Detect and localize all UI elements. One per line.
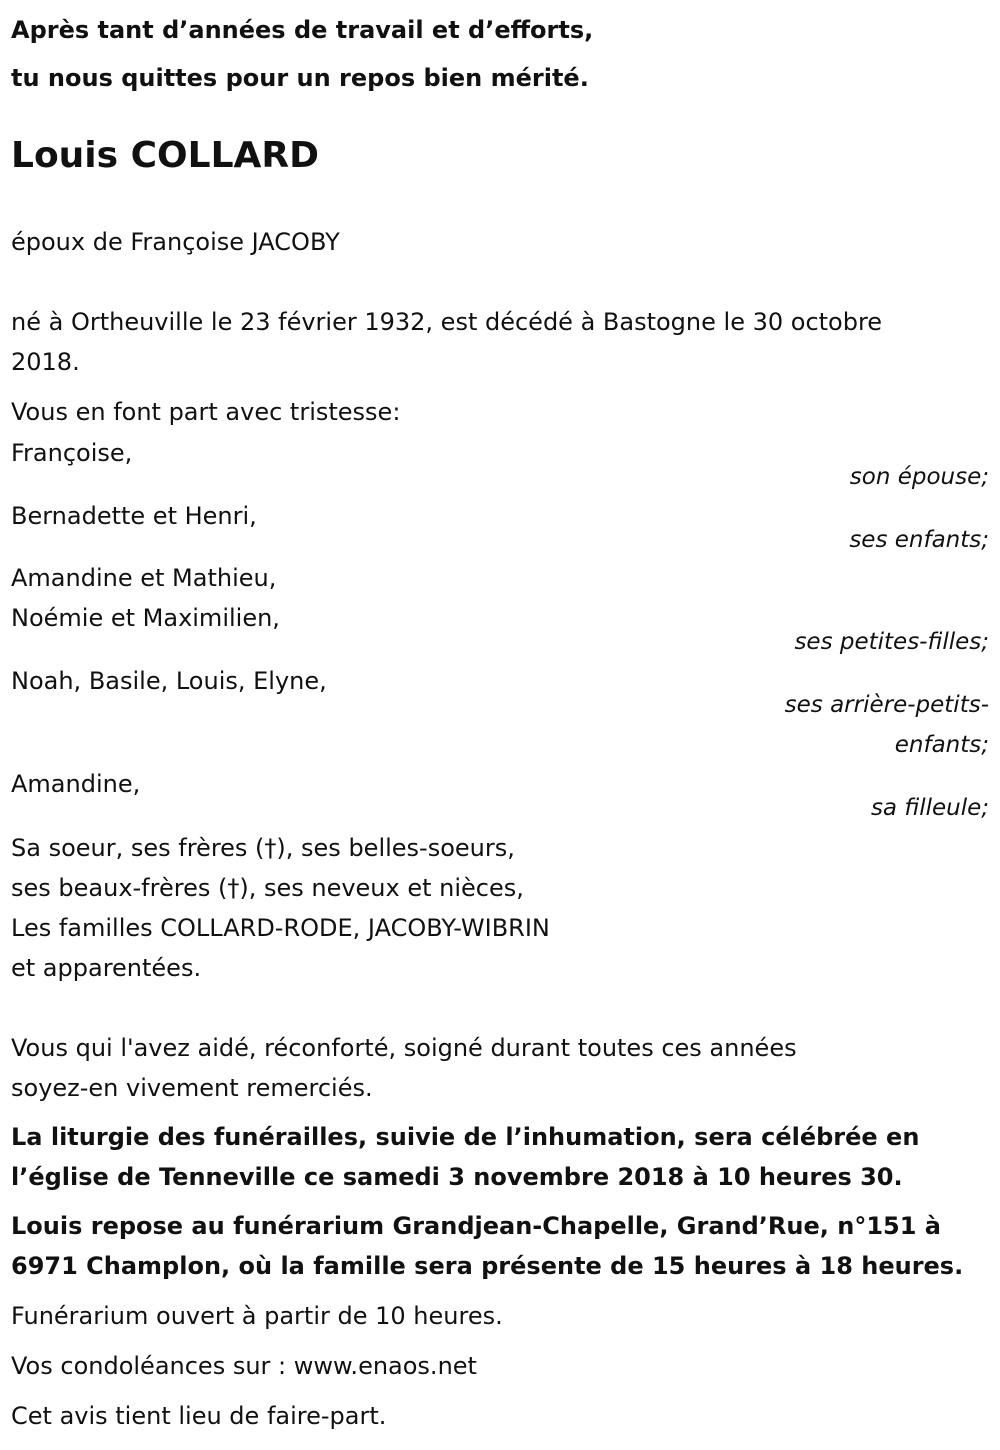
family-relation: ses petites-filles; bbox=[794, 629, 989, 655]
family-relation: enfants; bbox=[894, 732, 989, 758]
family-relation: ses enfants; bbox=[849, 527, 989, 553]
intro-line-1: Après tant d’années de travail et d’efforts, bbox=[11, 16, 594, 44]
thanks-text bbox=[11, 1028, 991, 1108]
relatives-line-2: ses beaux-frères (†), ses neveux et nièces, bbox=[11, 874, 524, 902]
funeral-text bbox=[11, 1117, 991, 1197]
funerarium-opening: Funérarium ouvert à partir de 10 heures. bbox=[11, 1302, 503, 1330]
intro-line-2: tu nous quittes pour un repos bien mérité. bbox=[11, 64, 589, 92]
family-names: Amandine et Mathieu, bbox=[11, 564, 277, 592]
birth-death-line-1: né à Ortheuville le 23 février 1932, est décédé à Bastogne le 30 octobre bbox=[11, 308, 883, 336]
family-relation: sa filleule; bbox=[870, 795, 989, 821]
birth-death-line-2: 2018. bbox=[11, 348, 80, 376]
announcement: Vous en font part avec tristesse: bbox=[11, 398, 401, 426]
family-group bbox=[11, 661, 991, 765]
family-relation: son épouse; bbox=[849, 464, 989, 490]
thanks-line-1: Vous qui l'avez aidé, réconforté, soigné durant toutes ces années bbox=[11, 1034, 797, 1062]
relatives-line-3: Les familles COLLARD-RODE, JACOBY-WIBRIN bbox=[11, 914, 550, 942]
thanks-line-2: soyez-en vivement remerciés. bbox=[11, 1074, 373, 1102]
spouse-line: époux de Françoise JACOBY bbox=[11, 228, 340, 256]
family-relation: ses arrière-petits- bbox=[784, 692, 989, 718]
family-names: Noah, Basile, Louis, Elyne, bbox=[11, 667, 327, 695]
relatives-text bbox=[11, 828, 991, 988]
birth-death-text bbox=[11, 302, 991, 382]
intro-text bbox=[11, 6, 991, 102]
funerarium-line-2: 6971 Champlon, où la famille sera présente de 15 heures à 18 heures. bbox=[11, 1252, 964, 1280]
family-group bbox=[11, 764, 991, 828]
funerarium-line-1: Louis repose au funérarium Grandjean-Chapelle, Grand’Rue, n°151 à bbox=[11, 1212, 941, 1240]
relatives-line-1: Sa soeur, ses frères (†), ses belles-soeurs, bbox=[11, 834, 515, 862]
family-group bbox=[11, 433, 991, 497]
funeral-line-1: La liturgie des funérailles, suivie de l’inhumation, sera célébrée en bbox=[11, 1123, 920, 1151]
deceased-name: Louis COLLARD bbox=[11, 135, 319, 176]
funerarium-text bbox=[11, 1206, 991, 1286]
family-names: Amandine, bbox=[11, 770, 141, 798]
relatives-line-4: et apparentées. bbox=[11, 954, 202, 982]
condolences-line: Vos condoléances sur : www.enaos.net bbox=[11, 1352, 477, 1380]
notice-line: Cet avis tient lieu de faire-part. bbox=[11, 1402, 387, 1430]
family-names: Bernadette et Henri, bbox=[11, 502, 257, 530]
funeral-line-2: l’église de Tenneville ce samedi 3 novembre 2018 à 10 heures 30. bbox=[11, 1163, 903, 1191]
family-names: Noémie et Maximilien, bbox=[11, 604, 280, 632]
family-group bbox=[11, 496, 991, 560]
family-names: Françoise, bbox=[11, 439, 133, 467]
family-group bbox=[11, 558, 991, 662]
